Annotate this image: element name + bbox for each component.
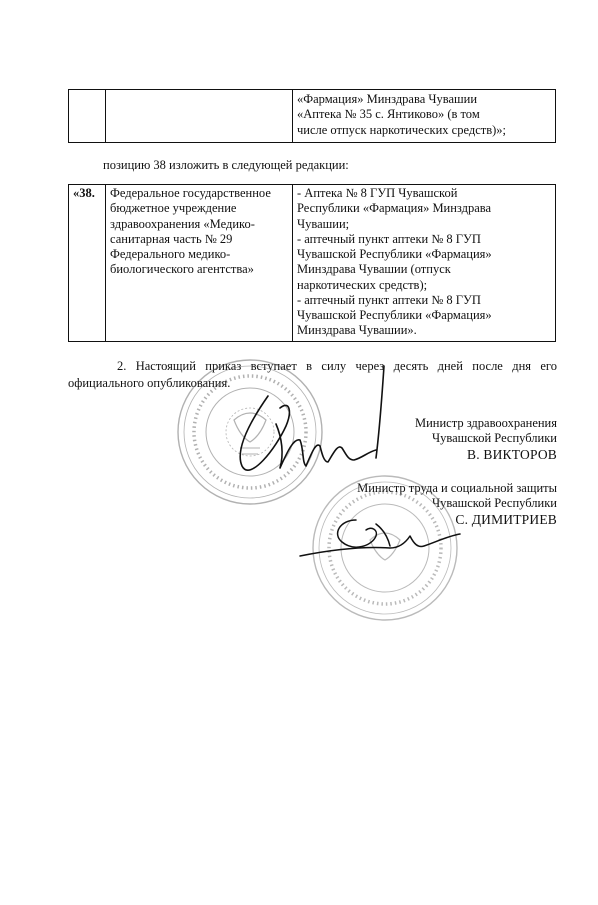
signer-title: Министр здравоохранения [414, 416, 557, 430]
signer-title: Чувашской Республики [431, 496, 557, 511]
top-table-org-cell [106, 90, 293, 143]
cell-line: - Аптека № 8 ГУП Чувашской [297, 186, 458, 200]
cell-line: числе отпуск наркотических средств)»; [297, 122, 507, 137]
signer-title: Чувашской Республики [431, 431, 557, 446]
cell-line: Федеральное государственное [110, 186, 271, 200]
pharmacy-cell [293, 185, 556, 342]
main-table [68, 184, 556, 342]
position-number-cell: «38. [69, 185, 106, 342]
cell-line: санитарная часть № 29 [110, 231, 233, 246]
cell-line: наркотических средств); [297, 277, 428, 292]
cell-line: - аптечный пункт аптеки № 8 ГУП [297, 292, 481, 307]
organization-cell [106, 185, 293, 342]
top-table-number-cell [69, 90, 106, 143]
top-table-pharmacy-cell [293, 90, 556, 143]
signer-name: В. ВИКТОРОВ [467, 446, 557, 462]
cell-line: биологического агентства» [110, 262, 254, 277]
paragraph-line-2: официального опубликования. [68, 376, 231, 390]
handwritten-signature-1-icon [240, 366, 384, 470]
top-table [68, 89, 556, 143]
signature-block-health-minister [415, 416, 557, 463]
cell-line: Федерального медико- [110, 247, 231, 261]
cell-line: «Фармация» Минздрава Чувашии [297, 92, 478, 106]
table-row [69, 185, 556, 342]
cell-line: здравоохранения «Медико- [110, 216, 255, 231]
cell-line: - аптечный пункт аптеки № 8 ГУП [297, 231, 481, 246]
signer-title: Министр труда и социальной защиты [357, 481, 557, 495]
cell-line: Чувашии; [297, 216, 350, 231]
paragraph-line-1: 2. Настоящий приказ вступает в силу через десять дней после дня его [117, 359, 557, 373]
cell-line: Чувашской Республики «Фармация» [297, 247, 492, 261]
cell-line: Минздрава Чувашии (отпуск [297, 262, 451, 277]
cell-line: Республики «Фармация» Минздрава [297, 201, 492, 216]
table-row [69, 90, 556, 143]
instruction-text: позицию 38 изложить в следующей редакции: [103, 158, 349, 172]
cell-line: «Аптека № 35 с. Янтиково» (в том [297, 107, 480, 122]
signature-block-labor-minister [357, 481, 557, 528]
cell-line: бюджетное учреждение [110, 201, 237, 216]
cell-line: Минздрава Чувашии». [297, 323, 417, 338]
cell-line: Чувашской Республики «Фармация» [297, 308, 492, 322]
signer-name: С. ДИМИТРИЕВ [455, 511, 557, 527]
